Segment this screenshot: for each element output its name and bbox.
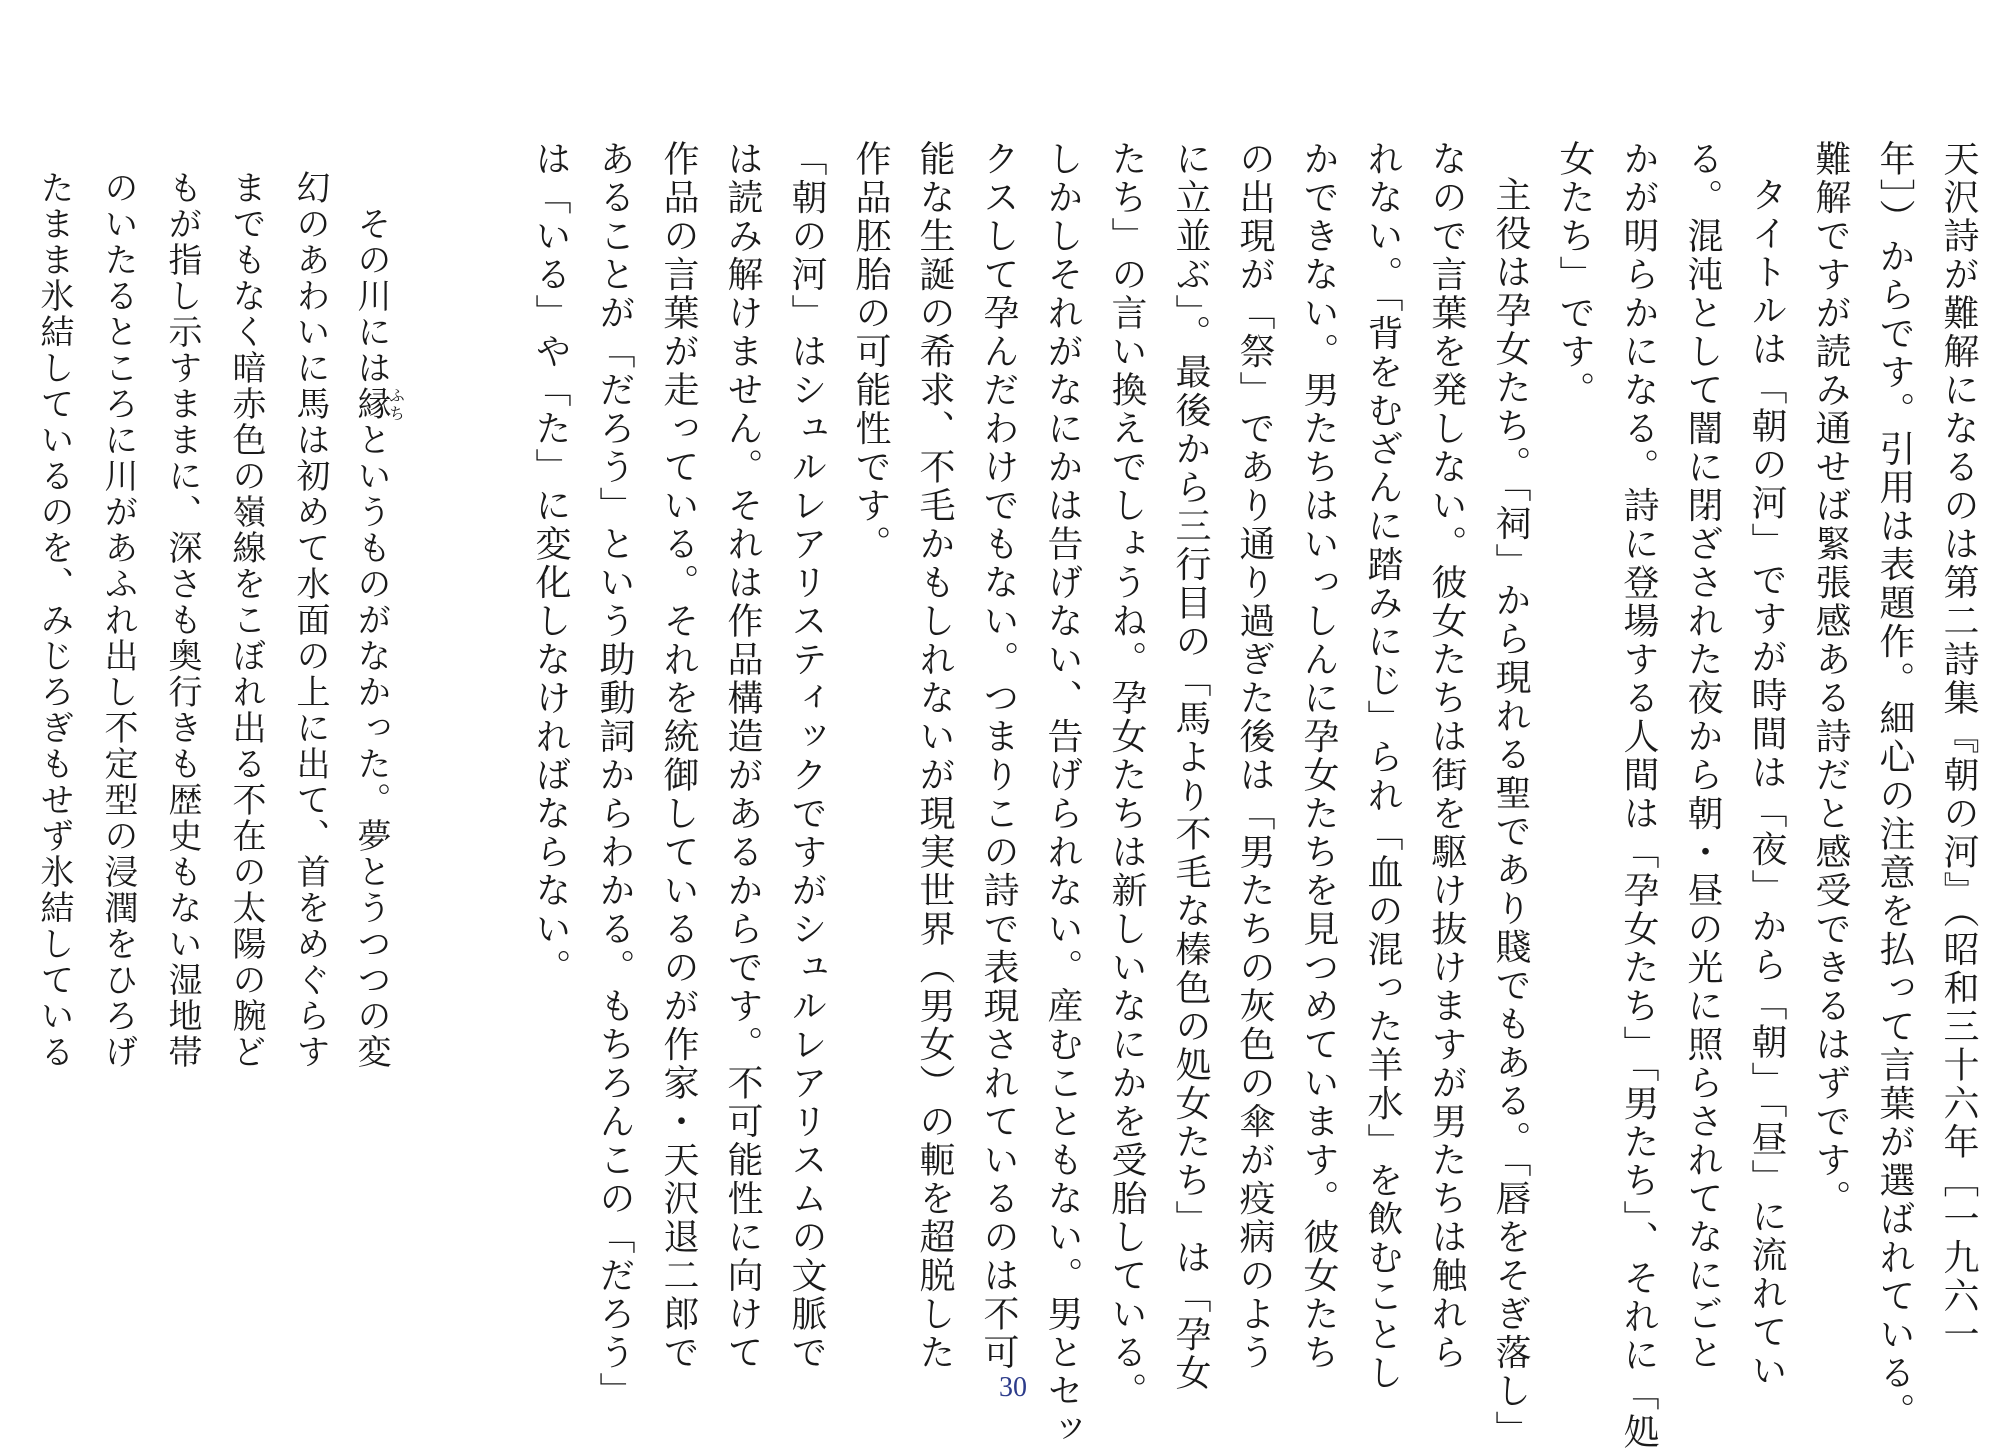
text-column: の出現が「祭」であり通り過ぎた後は「男たちの灰色の傘が疫病のよう [1234, 140, 1275, 1372]
text-column: 作品の言葉が走っている。それを統御しているのが作家・天沢退二郎で [658, 140, 699, 1372]
text-column: あることが「だろう」という助動詞からわかる。もちろんこの「だろう」 [594, 140, 635, 1411]
text-column: は読み解けません。それは作品構造があるからです。不可能性に向けて [722, 140, 763, 1372]
text-column: 年］）からです。引用は表題作。細心の注意を払って言葉が選ばれている。 [1874, 140, 1915, 1431]
text-column: しかしそれがなにかは告げない、告げられない。産むこともない。男とセッ [1042, 140, 1083, 1449]
text-column: 能な生誕の希求、不毛かもしれないが現実世界（男女）の軛を超脱した [914, 140, 955, 1372]
page-number: 30 [999, 1372, 1027, 1403]
text-column: 主役は孕女たち。「祠」から現れる聖であり賤でもある。「唇をそぎ落し」 [1490, 176, 1531, 1449]
poem-column: たまま氷結しているのを、みじろぎもせず氷結している [34, 170, 74, 1070]
poem-column: のいたるところに川があふれ出し不定型の浸潤をひろげ [98, 170, 138, 1070]
text-column: に立並ぶ」。最後から三行目の「馬より不毛な榛色の処女たち」は「孕女 [1170, 140, 1211, 1393]
text-column: る。混沌として闇に閉ざされた夜から朝・昼の光に照らされてなにごと [1682, 140, 1723, 1372]
poem-column: までもなく暗赤色の嶺線をこぼれ出る不在の太陽の腕ど [226, 170, 266, 1070]
poem-column: もが指し示すままに、深さも奥行きも歴史もない湿地帯 [162, 170, 202, 1070]
poem-column: その川には縁ふちというものがなかった。夢とうつつの変 [351, 206, 406, 1070]
text-column: 天沢詩が難解になるのは第二詩集『朝の河』（昭和三十六年［一九六一 [1938, 140, 1979, 1354]
text-column: タイトルは「朝の河」ですが時間は「夜」から「朝」「昼」に流れてい [1746, 176, 1787, 1390]
ruby-reading: ふち [386, 386, 406, 422]
text-column: 「朝の河」はシュルレアリスティックですがシュルレアリスムの文脈で [786, 140, 827, 1372]
text-column: 作品胚胎の可能性です。 [850, 140, 891, 564]
text-column: 女たち」です。 [1554, 140, 1595, 410]
text-column: かできない。男たちはいっしんに孕女たちを見つめています。彼女たち [1298, 140, 1339, 1372]
text-column: 難解ですが読み通せば緊張感ある詩だと感受できるはずです。 [1810, 140, 1851, 1218]
text-column: たち」の言い換えでしょうね。孕女たちは新しいなにかを受胎している。 [1106, 140, 1147, 1411]
text-column: は「いる」や「た」に変化しなければならない。 [530, 140, 571, 987]
ruby-annotation: 縁ふち [351, 386, 406, 422]
text-column: なので言葉を発しない。彼女たちは街を駆け抜けますが男たちは触れら [1426, 140, 1467, 1372]
text-column: かが明らかになる。詩に登場する人間は「孕女たち」「男たち」、それに「処 [1618, 140, 1659, 1452]
text-column: クスして孕んだわけでもない。つまりこの詩で表現されているのは不可 [978, 140, 1019, 1372]
poem-column: 幻のあわいに馬は初めて水面の上に出て、首をめぐらす [290, 170, 330, 1070]
text-column: れない。「背をむざんに踏みにじ」られ「血の混った羊水」を飲むことし [1362, 140, 1403, 1393]
